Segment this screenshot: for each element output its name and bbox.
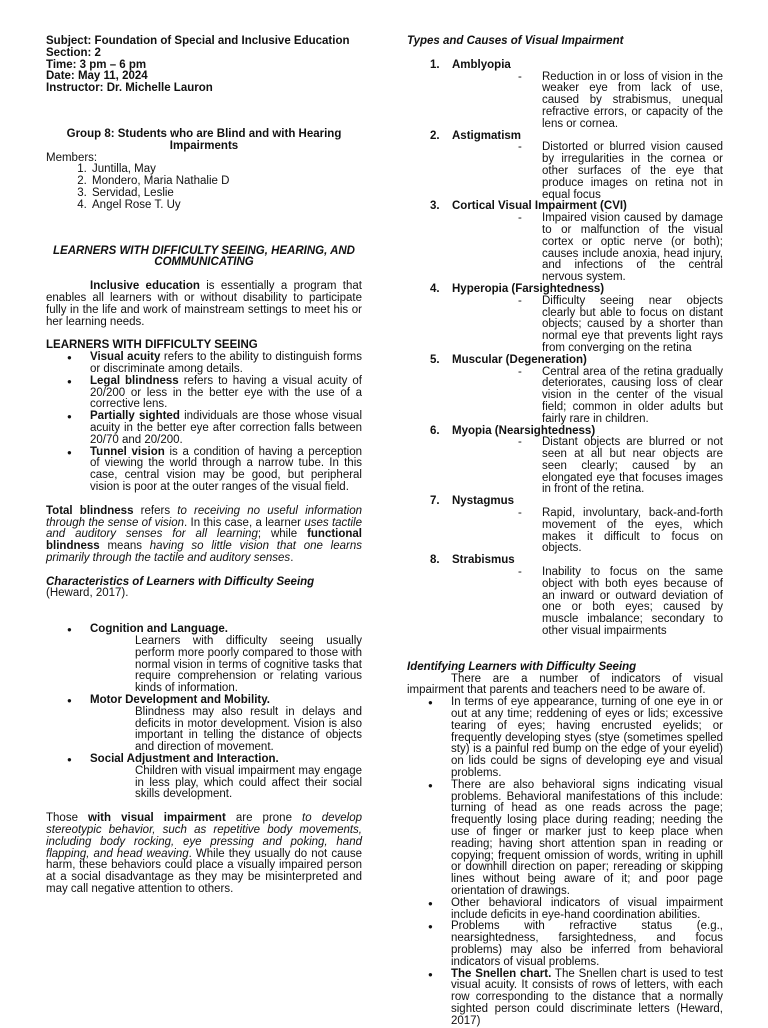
intro-term: Inclusive education [90,280,200,293]
item-title: Cortical Visual Impairment (CVI) [452,200,627,213]
definition: refers to the ability to distinguish forms or discriminate among details. [90,351,363,375]
item-title: ● Cognition and Language. [90,623,228,636]
item-title: Astigmatism [452,129,522,142]
identifying-heading: Identifying Learners with Difficulty Seeing [407,660,637,673]
item-text: - Inability to focus on the same object with both eyes because of an inward or outward deviation of one or both eyes; caused by muscle imbalance; secondary to other visual impairments [496,567,723,638]
term: functional blindness [46,528,363,553]
text-run: . While they usually do not cause harm, these behaviors could place a visually impaired person at a social disadvantage as they may be misinterpreted and may call negative attention to others. [46,847,363,896]
subject-line: Subject: Foundation of Special and Inclusive Education [46,35,350,47]
member-item: 4. Angel Rose T. Uy [90,200,362,212]
term: Total blindness [46,504,134,517]
seeing-heading: LEARNERS WITH DIFFICULTY SEEING [46,339,258,352]
list-item [430,200,723,284]
list-item: ● There are also behavioral signs indicating visual problems. Behavioral manifestations of this include: turning of head as one reads across the page; frequently losing place during reading; needing the use of finger or marker just to keep place when reading; having short attention span in reading or copying; frequent omission of words, writing in uphill or downhill direction on paper; rereading or skipping lines without being aware of it; and poor page orientation of drawings. [451,780,723,898]
item-number: 5. [430,353,440,366]
item-number: 8. [430,554,440,567]
item-text: - Central area of the retina gradually deteriorates, causing loss of clear vision in the center of the visual field; common in older adults but fairly rare in children. [496,367,723,426]
list-item [430,282,723,355]
identifying-list [407,697,723,1027]
item-title: ● Motor Development and Mobility. [90,694,270,707]
list-item [430,353,723,426]
text-run: . In this case, a learner [183,516,305,529]
item-title: Strabismus [452,554,515,567]
identifying-intro: There are a number of indicators of visual impairment that parents and teachers need to be aware of. [407,672,723,697]
members-list [46,164,362,211]
right-column [407,36,723,1028]
course-header [46,36,362,95]
item-text: - Rapid, involuntary, back-and-forth movement of the eyes, which makes it difficult to focus on objects. [496,508,723,555]
intro-text: is essentially a program that enables all learners with or without disability to participate fully in the life and work of mainstream settings to meet his or her learning needs. [46,280,362,328]
item-title: Muscular (Degeneration) [452,353,587,366]
italic-run: to receiving no useful information through the sense of vision [46,504,362,529]
item-text: - Distant objects are blurred or not seen at all but near objects are seen clearly; caused by an elongated eye that focuses images in front of the retina. [496,437,723,496]
list-item [90,624,362,695]
item-number: 7. [430,495,440,508]
item-text: Learners with difficulty seeing usually perform more poorly compared to those with normal vision in terms of cognitive tasks that require comprehension or relating various kinds of information. [135,635,362,695]
list-item [430,495,723,555]
section-title: LEARNERS WITH DIFFICULTY SEEING, HEARING, AND COMMUNICATING [53,244,355,269]
snellen-title: The Snellen chart. [451,967,552,980]
term: Visual acuity [90,351,161,364]
list-item: ● Problems with refractive status (e.g., nearsightedness, farsightedness, and focus problems) may also be inferred from behavioral indicators of visual problems. [451,921,723,968]
definition: is a condition of having a perception of viewing the world through a narrow tube. In this case, central vision may be good, but peripheral vision is poor at the outer ranges of the visual field. [90,445,363,493]
list-item [430,58,723,131]
group-title: Group 8: Students who are Blind and with Hearing Impairments [66,127,342,152]
text-run: are prone [225,812,303,825]
list-item [451,969,723,1028]
item-title: ● Social Adjustment and Interaction. [90,753,279,766]
italic-run: uses tactile and auditory senses for all learning [46,516,362,541]
item-number: 1. [430,58,440,71]
item-text: - Impaired vision caused by damage to or malfunction of the visual cortex or optic nerve (or both); causes include anoxia, head injury, and infections of the central nervous system. [496,213,723,284]
total-blindness-paragraph [46,506,362,565]
item-title: Hyperopia (Farsightedness) [452,282,605,295]
item-title: Myopia (Nearsightedness) [452,424,596,437]
list-item [90,695,362,754]
text-run: Those [46,812,89,825]
date-line: Date: May 11, 2024 [46,70,148,83]
definition: refers to having a visual acuity of 20/200 or less in the better eye with the use of a corrective lens. [90,374,362,411]
bold-run: with visual impairment [88,812,226,825]
text-run: refers [133,504,178,517]
snellen-text: The Snellen chart is used to test visual acuity. It consists of rows of letters, with each row corresponding to the distance that a normally sighted person could discriminate letters (Heward, 2017) [451,967,723,1027]
text-run: ; while [257,528,308,541]
characteristics-heading [46,577,362,601]
term: Legal blindness [90,374,179,387]
member-item: 1. Juntilla, May [90,164,362,176]
list-item: ● In terms of eye appearance, turning of one eye in or out at any time; reddening of eyes or lids; excessive tearing of eyes; having encrusted eyelids; or frequently developing styes (stye (sometimes spelled sty) is a painful red bump on the edge of your eyelid) on lids could be signs of developing eye and visual problems. [451,697,723,780]
list-item [430,554,723,638]
types-heading: Types and Causes of Visual Impairment [407,35,624,47]
intro-paragraph [46,281,362,328]
item-number: 4. [430,282,440,295]
list-item [90,376,362,411]
members-label: Members: [46,151,98,164]
item-text: - Reduction in or loss of vision in the weaker eye from lack of use, caused by strabismus, unequal refractive errors, or capacity of the lens or cornea. [496,72,723,131]
list-item [430,424,723,497]
item-text: - Distorted or blurred vision caused by irregularities in the cornea or other surfaces of the eye that produce images on retina not in equal focus [496,142,723,201]
term: Partially sighted [90,410,180,423]
item-text: Blindness may also result in delays and deficits in motor development. Vision is also important in telling the distance of objects and direction of movement. [135,705,362,754]
citation: (Heward, 2017). [46,587,129,600]
list-item: ● Other behavioral indicators of visual impairment include deficits in eye-hand coordination abilities. [451,898,723,922]
list-item [430,129,723,202]
list-item [90,447,362,494]
italic-run: to develop stereotypic behavior, such as repetitive body movements, including body rocking, eye pressing and poking, hand flapping, and head weaving [46,812,362,860]
member-item: 3. Servidad, Leslie [90,188,362,200]
item-title: Nystagmus [452,495,514,508]
time-line: Time: 3 pm – 6 pm [46,58,147,71]
stereotypic-paragraph [46,813,362,896]
section-line: Section: 2 [46,46,101,59]
item-text: - Difficulty seeing near objects clearly but able to focus on distant objects; caused by a shorter than normal eye that prevents light rays from converging on the retina [496,296,723,355]
text-run: means [99,540,150,553]
seeing-list [46,352,362,494]
characteristics-list [46,624,362,801]
list-item [90,352,362,376]
list-item [90,754,362,801]
list-item [90,411,362,446]
italic-run: having so little vision that one learns primarily through the tactile and auditory senses [46,540,362,564]
definition: individuals are those whose visual acuity in the better eye after correction falls between 20/70 and 20/200. [90,410,362,446]
left-column [46,36,362,896]
text-run: . [290,551,294,564]
heading-text: Characteristics of Learners with Difficulty Seeing [46,575,315,588]
types-list [407,60,723,638]
item-text: Children with visual impairment may engage in less play, which could affect their social skills development. [135,764,362,801]
term: Tunnel vision [90,445,165,458]
item-title: Amblyopia [452,58,511,71]
item-number: 3. [430,200,440,213]
instructor-line: Instructor: Dr. Michelle Lauron [46,82,213,95]
member-item: 2. Mondero, Maria Nathalie D [90,176,362,188]
item-number: 2. [430,129,440,142]
item-number: 6. [430,424,440,437]
